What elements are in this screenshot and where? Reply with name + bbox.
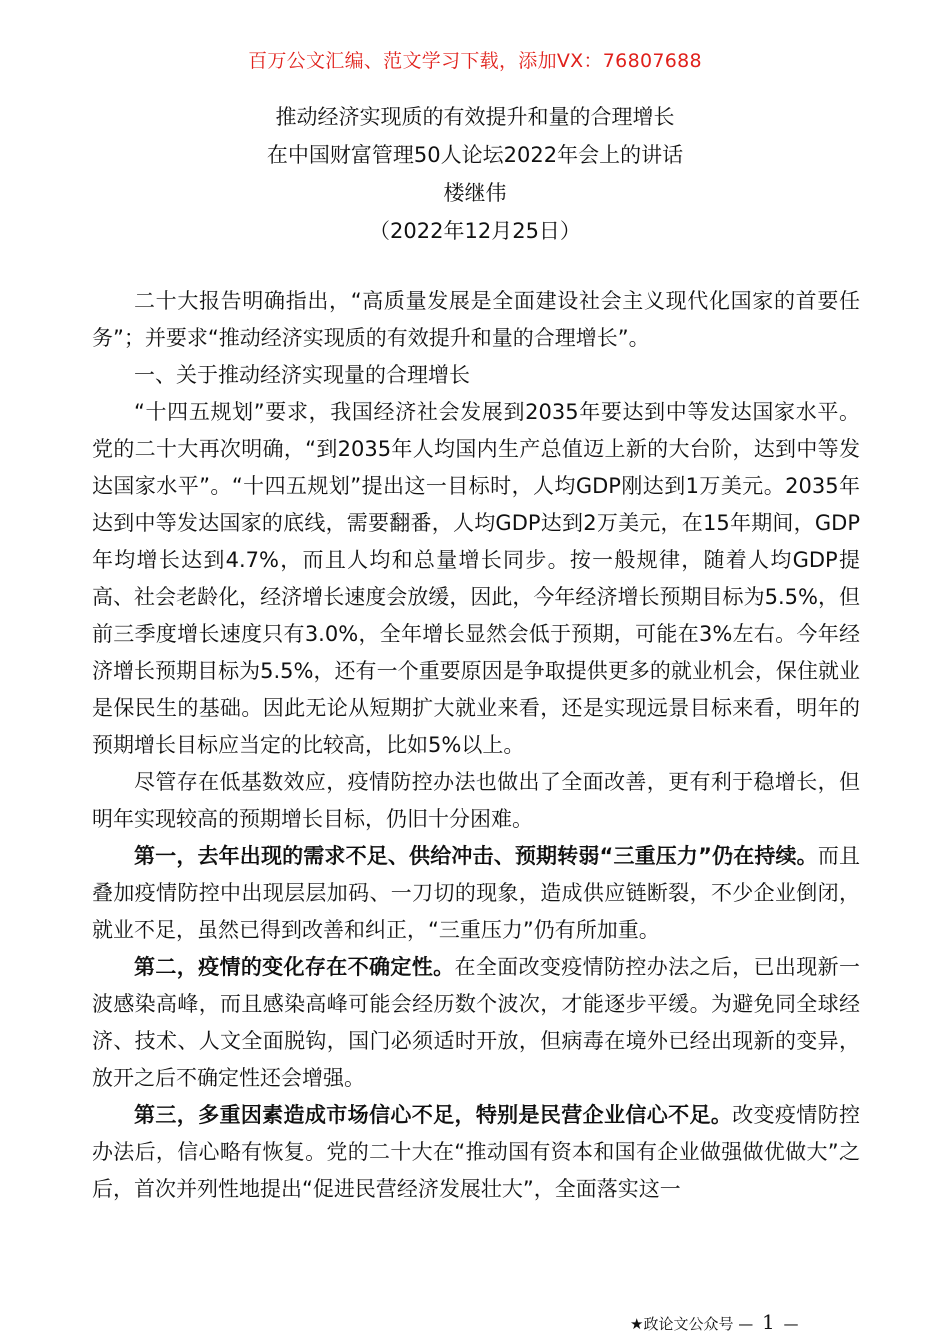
section-heading — [92, 357, 860, 394]
paragraph-text: 尽管存在低基数效应，疫情防控办法也做出了全面改善，更有利于稳增长，但明年实现较高的预期增长目标，仍旧十分困难。 — [92, 770, 860, 831]
watermark-banner: 百万公文汇编、范文学习下载，添加VX：76807688 — [248, 50, 702, 72]
title-block — [0, 98, 950, 250]
paragraph-bold-lead: 第三，多重因素造成市场信心不足，特别是民营企业信心不足。 — [134, 1103, 733, 1127]
paragraph — [92, 949, 860, 1097]
paragraph — [92, 394, 860, 764]
paragraph-bold-lead: 第二，疫情的变化存在不确定性。 — [134, 955, 455, 979]
paragraph-text: 在全面改变疫情防控办法之后，已出现新一波感染高峰，而且感染高峰可能会经历数个波次，才能逐步平缓。为避免同全球经济、技术、人文全面脱钩，国门必须适时开放，但病毒在境外已经出现新的变异，放开之后不确定性还会增强。 — [92, 955, 860, 1090]
footer-dash-left: — — [738, 1315, 754, 1333]
paragraph-text: 一、关于推动经济实现量的合理增长 — [134, 363, 470, 387]
paragraph-text: 改变疫情防控办法后，信心略有恢复。党的二十大在“推动国有资本和国有企业做强做优做大”之后，首次并列性地提出“促进民营经济发展壮大”，全面落实这一 — [92, 1103, 861, 1201]
paragraph-bold-lead: 第一，去年出现的需求不足、供给冲击、预期转弱“三重压力”仍在持续。 — [134, 844, 818, 868]
paragraph — [92, 1097, 860, 1208]
paragraph-text: 二十大报告明确指出，“高质量发展是全面建设社会主义现代化国家的首要任务”；并要求“推动经济实现质的有效提升和量的合理增长”。 — [92, 289, 860, 350]
page-number: 1 — [762, 1310, 775, 1334]
author: 楼继伟 — [443, 181, 507, 205]
document-title: 推动经济实现质的有效提升和量的合理增长 — [275, 105, 675, 129]
paragraph — [92, 764, 860, 838]
paragraph — [92, 838, 860, 949]
date: （2022年12月25日） — [369, 219, 581, 243]
paragraph — [92, 283, 860, 357]
footer-source: ★政论文公众号 — [630, 1315, 734, 1333]
page-footer — [630, 1310, 799, 1334]
footer-dash-right: — — [783, 1315, 799, 1333]
paragraph-text: 而且叠加疫情防控中出现层层加码、一刀切的现象，造成供应链断裂，不少企业倒闭，就业不足，虽然已得到改善和纠正，“三重压力”仍有所加重。 — [92, 844, 861, 942]
paragraph-text: “十四五规划”要求，我国经济社会发展到2035年要达到中等发达国家水平。党的二十大再次明确，“到2035年人均国内生产总值迈上新的大台阶，达到中等发达国家水平”。“十四五规划”提出这一目标时，人均GDP刚达到1万美元。2035年达到中等发达国家的底线，需要翻番，人均GDP达到2万美元，在15年期间，GDP年均增长达到4.7%，而且人均和总量增长同步。按一般规律，随着人均GDP提高、社会老龄化，经济增长速度会放缓，因此，今年经济增长预期目标为5.5%，但前三季度增长速度只有3.0%，全年增长显然会低于预期，可能在3%左右。今年经济增长预期目标为5.5%，还有一个重要原因是争取提供更多的就业机会，保住就业是保民生的基础。因此无论从短期扩大就业来看，还是实现远景目标来看，明年的预期增长目标应当定的比较高，比如5%以上。 — [92, 400, 860, 757]
document-subtitle: 在中国财富管理50人论坛2022年会上的讲话 — [266, 143, 684, 167]
document-body — [92, 283, 860, 1208]
